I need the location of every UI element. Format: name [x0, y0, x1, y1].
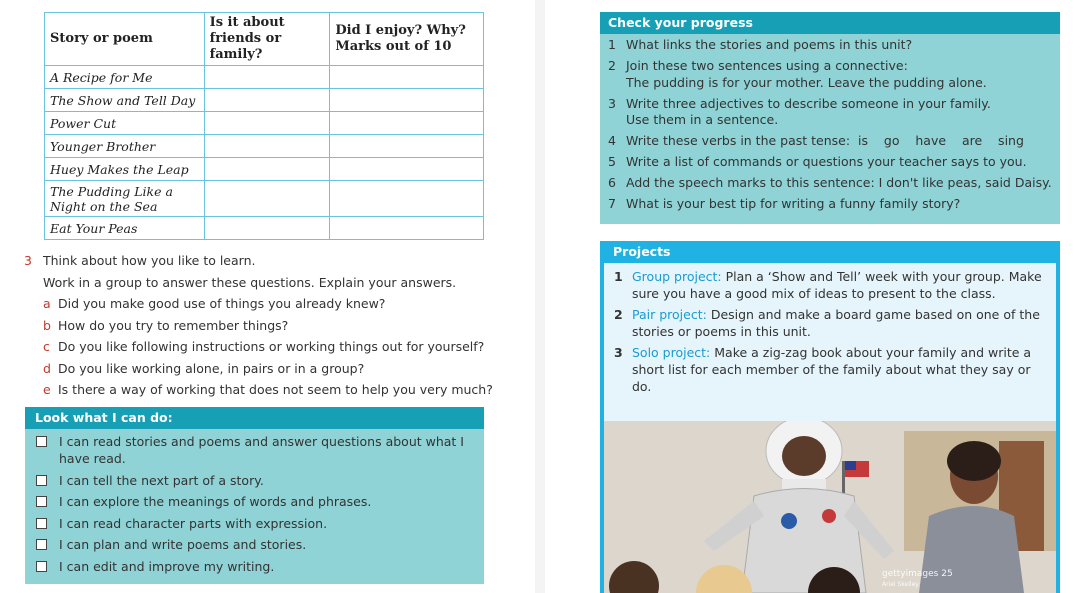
list-item: I can plan and write poems and stories. — [35, 536, 474, 553]
list-item: 4 Write these verbs in the past tense: is go have are sing — [608, 133, 1024, 148]
question-item: a Did you make good use of things you already knew? — [43, 296, 386, 311]
friends-family-cell[interactable] — [204, 135, 330, 158]
list-item: 2 Pair project: Design and make a board game based on one of the stories or poems in this unit. — [614, 307, 1040, 339]
enjoy-cell[interactable] — [330, 112, 484, 135]
list-item: 5 Write a list of commands or questions your teacher says to you. — [608, 154, 1027, 169]
projects-content — [604, 263, 1056, 593]
list-item: I can read stories and poems and answer questions about what I have read. — [35, 433, 474, 467]
story-title: A Recipe for Me — [45, 66, 205, 89]
list-item: 2 Join these two sentences using a connective: The pudding is for your mother. Leave the pudding alone. — [608, 58, 987, 90]
checkbox[interactable] — [36, 518, 47, 529]
enjoy-cell[interactable] — [330, 135, 484, 158]
project-label: Group project: — [632, 269, 722, 284]
enjoy-cell[interactable] — [330, 217, 484, 240]
left-page — [0, 0, 535, 593]
enjoy-cell[interactable] — [330, 158, 484, 181]
check-progress-box — [600, 12, 1060, 224]
list-item: 1 What links the stories and poems in this unit? — [608, 37, 913, 52]
progress-list — [600, 34, 1060, 213]
table-row — [45, 135, 484, 158]
enjoy-cell[interactable] — [330, 66, 484, 89]
checkbox[interactable] — [36, 475, 47, 486]
friends-family-cell[interactable] — [204, 66, 330, 89]
projects-box — [600, 241, 1060, 593]
question-prompt: 3 Think about how you like to learn. — [24, 250, 504, 272]
story-title: Eat Your Peas — [45, 217, 205, 240]
checkbox[interactable] — [36, 539, 47, 550]
question-intro: Work in a group to answer these questions. Explain your answers. — [43, 274, 457, 290]
story-title: Power Cut — [45, 112, 205, 135]
friends-family-cell[interactable] — [204, 158, 330, 181]
list-item: I can edit and improve my writing. — [35, 558, 474, 575]
list-item: I can explore the meanings of words and phrases. — [35, 493, 474, 510]
question-3 — [24, 250, 504, 401]
list-item: 1 Group project: Plan a ‘Show and Tell’ week with your group. Make sure you have a good mix of ideas to present to the class. — [614, 269, 1042, 301]
list-item: I can read character parts with expression. — [35, 515, 474, 532]
story-title: Younger Brother — [45, 135, 205, 158]
check-progress-title: Check your progress — [600, 12, 1060, 34]
projects-title: Projects — [600, 241, 1060, 263]
table-header: Did I enjoy? Why? Marks out of 10 — [330, 13, 484, 66]
enjoy-cell[interactable] — [330, 89, 484, 112]
question-number: 3 — [24, 253, 32, 268]
friends-family-cell[interactable] — [204, 89, 330, 112]
list-item: I can tell the next part of a story. — [35, 472, 474, 489]
friends-family-cell[interactable] — [204, 112, 330, 135]
project-label: Solo project: — [632, 345, 711, 360]
table-row — [45, 181, 484, 217]
can-do-title: Look what I can do: — [25, 407, 484, 429]
right-page — [545, 0, 1080, 593]
classroom-photo — [604, 421, 1056, 593]
table-header: Is it about friends or family? — [204, 13, 330, 66]
table-row — [45, 158, 484, 181]
enjoy-cell[interactable] — [330, 181, 484, 217]
list-item: 3 Solo project: Make a zig-zag book about your family and write a short list for each member of the family about what they say or do. — [614, 345, 1032, 394]
question-item: b How do you try to remember things? — [43, 317, 289, 333]
photo-illustration — [604, 421, 1056, 593]
friends-family-cell[interactable] — [204, 181, 330, 217]
list-item: 6 Add the speech marks to this sentence: I don't like peas, said Daisy. — [608, 175, 1052, 190]
project-label: Pair project: — [632, 307, 707, 322]
list-item: 7 What is your best tip for writing a funny family story? — [608, 196, 961, 211]
reading-table — [44, 12, 484, 240]
question-item: d Do you like working alone, in pairs or in a group? — [43, 360, 365, 376]
friends-family-cell[interactable] — [204, 217, 330, 240]
table-row — [45, 217, 484, 240]
table-row — [45, 66, 484, 89]
table-header: Story or poem — [45, 13, 205, 66]
story-title: Huey Makes the Leap — [45, 158, 205, 181]
question-item: e Is there a way of working that does not seem to help you very much? — [43, 382, 493, 397]
table-header-row — [45, 13, 484, 66]
table-row — [45, 112, 484, 135]
can-do-box — [25, 407, 484, 584]
table-row — [45, 89, 484, 112]
story-title: The Show and Tell Day — [45, 89, 205, 112]
can-do-list — [25, 429, 484, 575]
checkbox[interactable] — [36, 436, 47, 447]
getty-watermark: gettyimages 25 Ariel Skelley — [882, 569, 953, 588]
checkbox[interactable] — [36, 561, 47, 572]
list-item: 3 Write three adjectives to describe someone in your family. Use them in a sentence. — [608, 95, 991, 127]
checkbox[interactable] — [36, 496, 47, 507]
projects-list — [604, 263, 1056, 395]
story-title: The Pudding Like a Night on the Sea — [45, 181, 205, 217]
question-item: c Do you like following instructions or working things out for yourself? — [43, 339, 485, 354]
